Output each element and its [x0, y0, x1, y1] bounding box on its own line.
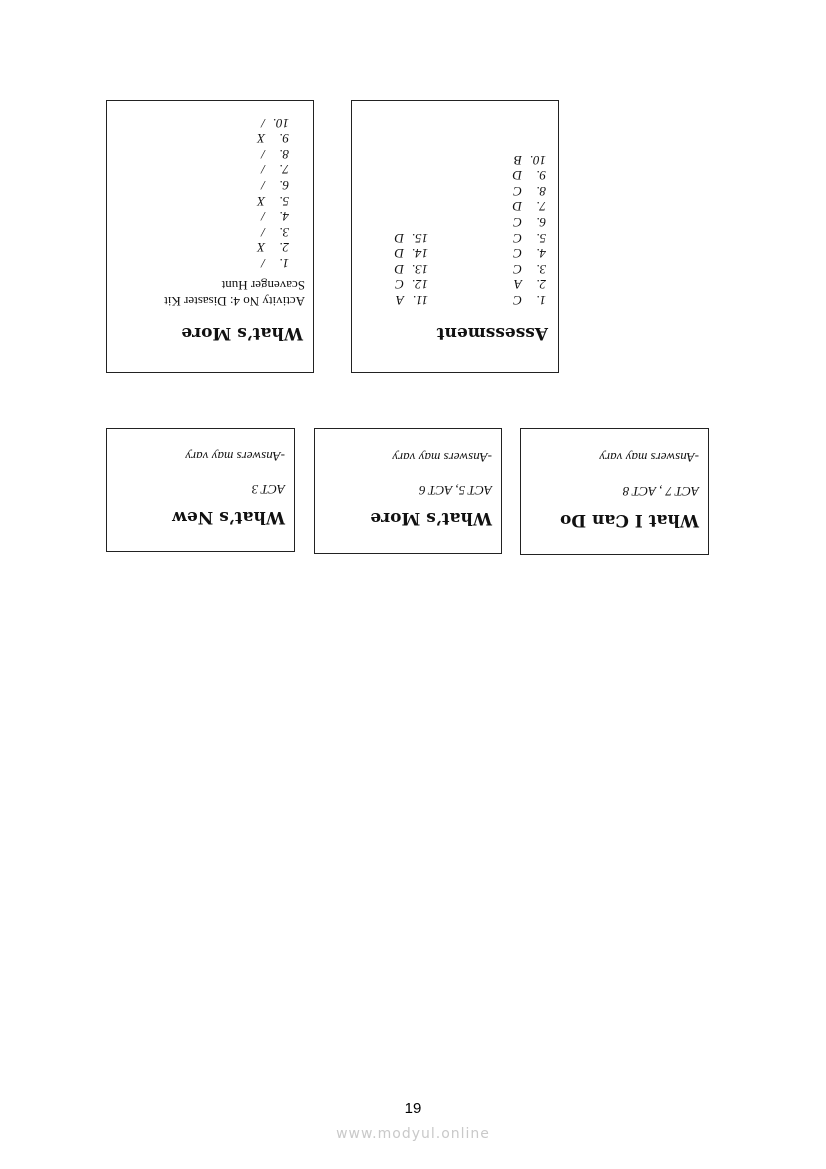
list-item: 1.C: [513, 293, 546, 308]
list-item: 3.C: [513, 261, 546, 277]
list-item: 2.A: [514, 277, 546, 293]
list-item: 7.D: [512, 199, 546, 215]
list-item: 10./: [261, 115, 289, 131]
list-item: 1./: [261, 256, 289, 271]
whats-more-activity-ref: ACT 5, ACT 6: [419, 483, 492, 498]
list-item: 4.C: [513, 246, 546, 262]
list-item: 11.A: [396, 293, 428, 308]
list-item: 3./: [261, 224, 289, 240]
assessment-answer-card: [351, 100, 559, 373]
list-item: 12.C: [395, 277, 428, 293]
whats-new-note: -Answers may vary: [185, 449, 285, 464]
whats-new-activity-ref: ACT 3: [251, 482, 285, 497]
assessment-answer-column-1: [513, 152, 546, 308]
list-item: 2.X: [257, 240, 289, 256]
list-item: 8./: [261, 146, 289, 162]
list-item: 8.C: [513, 183, 546, 199]
list-item: 6./: [261, 178, 289, 194]
list-item: 15.D: [394, 230, 428, 246]
page-number: 19: [404, 1100, 422, 1117]
whats-more-activities-card: [314, 428, 502, 554]
list-item: 14.D: [394, 246, 428, 262]
list-item: 10.B: [514, 152, 546, 168]
list-item: 13.D: [394, 261, 428, 277]
activity-title-line2: Scavenger Hunt: [221, 278, 305, 293]
list-item: 5.C: [513, 230, 546, 246]
assessment-card-content: [352, 101, 558, 372]
what-i-can-do-card-title: What I Can Do: [559, 510, 699, 530]
what-i-can-do-answer-card: [520, 428, 709, 555]
list-item: 9.X: [257, 131, 289, 147]
whats-more-card-content: [107, 101, 313, 372]
whats-more-answer-card: [106, 100, 314, 373]
whats-new-card-title: What’s New: [172, 507, 285, 527]
what-i-can-do-activity-ref: ACT 7 , ACT 8: [622, 484, 699, 499]
list-item: 6.C: [513, 215, 546, 231]
whats-more-activities-title: What’s More: [370, 508, 492, 528]
what-i-can-do-card-content: [521, 429, 708, 554]
list-item: 4./: [261, 209, 289, 225]
list-item: 7./: [261, 162, 289, 178]
what-i-can-do-note: -Answers may vary: [599, 450, 699, 465]
activity-title-line1: Activity No 4: Disaster Kit: [164, 294, 305, 309]
whats-more-answer-list: [257, 115, 289, 271]
whats-more-note: -Answers may vary: [392, 450, 492, 465]
assessment-card-title: Assessment: [436, 323, 548, 343]
site-watermark: www.modyul.online: [336, 1126, 490, 1142]
whats-more-activities-content: [315, 429, 501, 553]
list-item: 9.D: [512, 168, 546, 184]
whats-new-card-content: [107, 429, 294, 551]
whats-new-answer-card: [106, 428, 295, 552]
whats-more-card-title: What’s More: [181, 323, 303, 343]
list-item: 5.X: [257, 193, 289, 209]
assessment-answer-column-2: [395, 230, 428, 308]
